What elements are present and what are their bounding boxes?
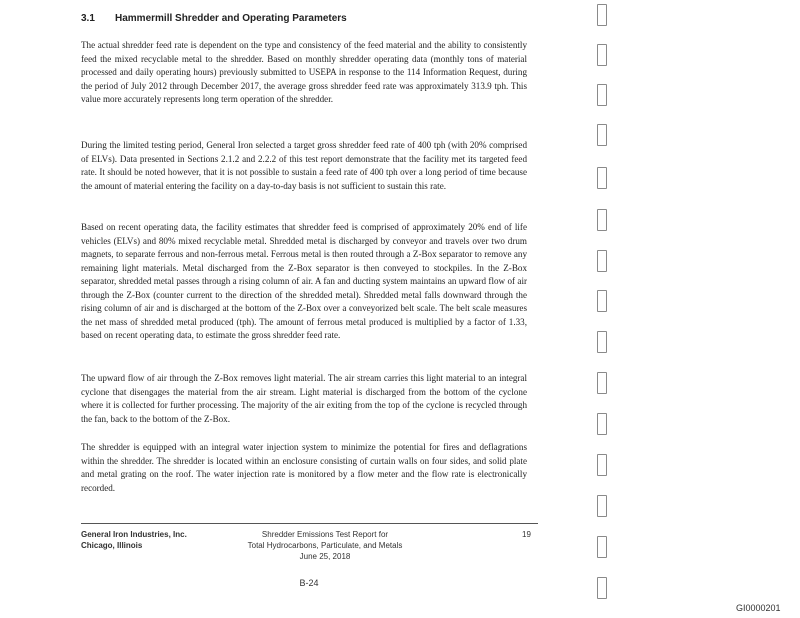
footer-company: General Iron Industries, Inc. [81,530,187,539]
paragraph-zbox-separator: Based on recent operating data, the facility estimates that shredder feed is comprised of approximately 20% end of life vehicles (ELVs) and 80% mixed recyclable metal. Shredded metal is discharged by conveyor and travels over two drum magnets, to separate ferrous and non-ferrous metal. Ferrous metal is then routed through a Z-Box separator to remove any remaining light materials. Metal discharged from the Z-Box separator is then conveyed to stockpiles. In the Z-Box separator, shredded metal passes through a rising column of air. A fan and ducting system maintains an upward flow of air through the Z-Box (counter current to the direction of the shredded metal). Shredded metal falls downward through the rising column of air and is discharged at the bottom of the Z-Box over a conveyorized belt scale. The belt scale measures the net mass of shredded metal produced (tph). The amount of ferrous metal produced is multiplied by a factor of 1.33, based on recent operating data, to estimate the gross shredder feed rate. [81,222,527,340]
binder-tab [597,44,607,66]
binder-tab [597,209,607,231]
binder-tab [597,495,607,517]
paragraph-air-flow: The upward flow of air through the Z-Box removes light material. The air stream carries this light material to an integral cyclone that disengages the material from the air stream. Light material is discharged from the bottom of the cyclone where it is collected for further processing. The majority of the air exiting from the top of the cyclone is recycled through the fan, back to the bottom of the Z-Box. [81,373,527,424]
binder-tab [597,84,607,106]
footer-report-subtitle: Total Hydrocarbons, Particulate, and Metals [247,541,403,550]
footer-company-block [81,529,187,551]
binder-tab [597,372,607,394]
binder-tab [597,454,607,476]
binder-tab [597,250,607,272]
bates-page-number: B-24 [299,578,319,588]
footer-report-title: Shredder Emissions Test Report for [261,530,389,539]
paragraph-water-injection: The shredder is equipped with an integral water injection system to minimize the potential for fires and deflagrations within the shredder. The shredder is located within an enclosure consisting of curtain walls on four sides, and solid plate and metal grating on the roof. The water injection rate is monitored by a flow meter and the flow rate is electronically recorded. [81,442,527,493]
binder-tabs [597,4,611,614]
binder-tab [597,124,607,146]
footer-report-date: June 25, 2018 [299,552,351,561]
paragraph-feed-rate: The actual shredder feed rate is dependent on the type and consistency of the feed material and the ability to consistently feed the mixed recyclable metal to the shredder. Based on monthly shredder operating data (monthly tons of material processed and daily operating hours) previously submitted to USEPA in response to the 114 Information Request, during the period of July 2012 through December 2017, the average gross shredder feed rate was approximately 313.9 tph. This value more accurately represents long term operation of the shredder. [81,40,527,104]
footer-page-number: 19 [522,530,531,539]
footer-divider [81,523,538,524]
footer-city: Chicago, Illinois [81,541,143,550]
binder-tab [597,167,607,189]
binder-tab [597,536,607,558]
binder-tab [597,290,607,312]
section-number: 3.1 [81,13,95,24]
section-title: Hammermill Shredder and Operating Parameters [115,13,347,24]
binder-tab [597,577,607,599]
document-id: GI0000201 [736,603,781,613]
footer-report-block [210,529,440,562]
section-heading [81,13,347,24]
binder-tab [597,413,607,435]
paragraph-testing-period: During the limited testing period, General Iron selected a target gross shredder feed rate of 400 tph (with 20% comprised of ELVs). Data presented in Sections 2.1.2 and 2.2.2 of this test report demonstrate that the facility met its targeted feed rate. It should be noted however, that it is not possible to sustain a feed rate of 400 tph over a long period of time because the amount of material entering the facility on a day-to-day basis is not sufficient to sustain this rate. [81,140,527,191]
binder-tab [597,4,607,26]
binder-tab [597,331,607,353]
